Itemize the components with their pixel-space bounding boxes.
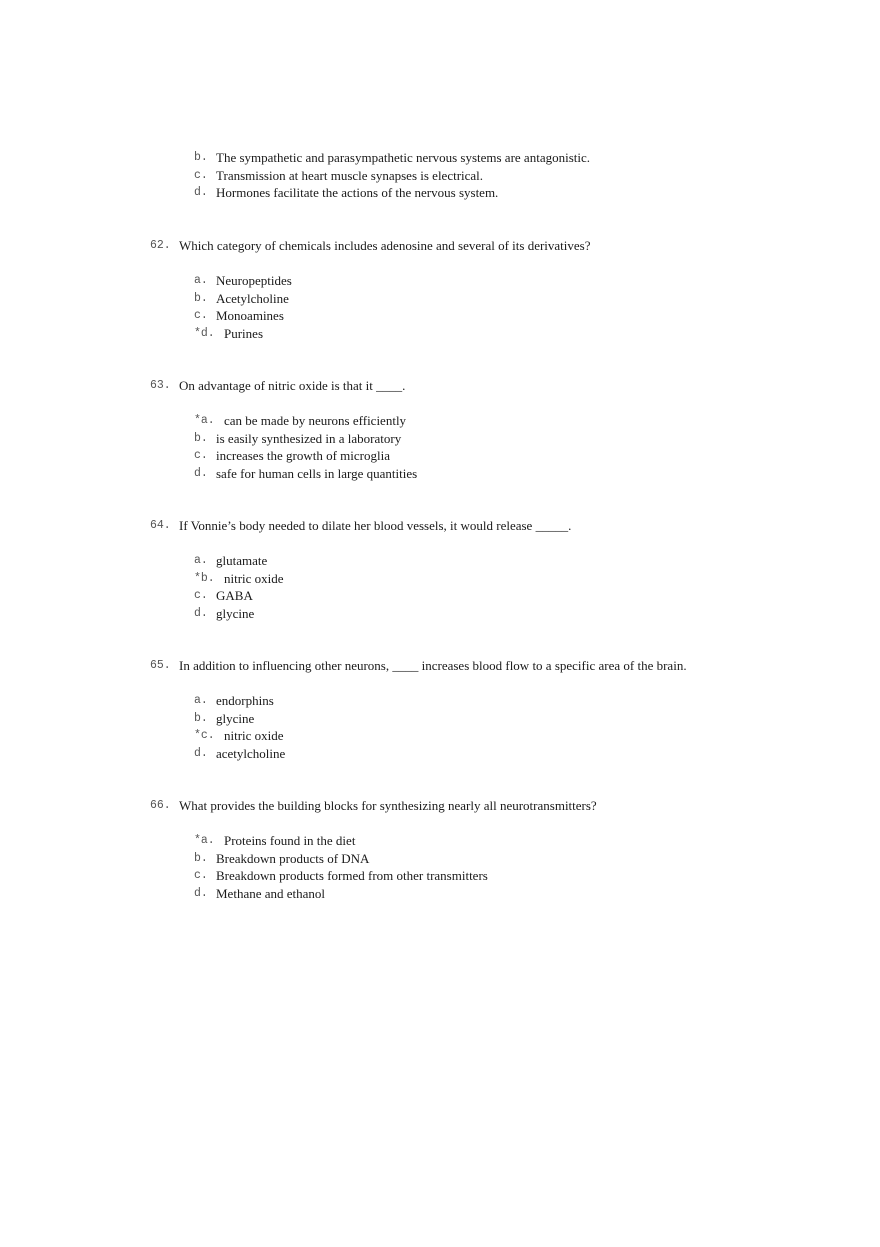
option-label: c. [194, 309, 208, 322]
option-label: b. [194, 851, 208, 865]
option-text: Transmission at heart muscle synapses is electrical. [216, 167, 484, 183]
option-text: Monoamines [216, 308, 284, 323]
option-text: acetylcholine [216, 745, 286, 761]
option-text: Purines [224, 325, 263, 341]
option-text: is easily synthesized in a laboratory [216, 430, 402, 446]
option-text: Hormones facilitate the actions of the nervous system. [216, 185, 499, 200]
option-label: d. [194, 186, 208, 199]
option-text: glutamate [216, 553, 268, 568]
option-label: c. [194, 449, 208, 462]
option-label: d. [194, 466, 208, 480]
option-text: GABA [216, 588, 253, 603]
question-text: In addition to influencing other neurons, ____ increases blood flow to a specific area of the brain. [179, 658, 687, 673]
option-label: b. [194, 711, 208, 725]
option-label: a. [194, 694, 208, 707]
option-label: c. [194, 869, 208, 882]
option-label: b. [194, 151, 208, 164]
option-text: Acetylcholine [216, 290, 289, 306]
option-text: The sympathetic and parasympathetic nervous systems are antagonistic. [216, 150, 590, 165]
option-text: Proteins found in the diet [224, 833, 356, 848]
option-text: can be made by neurons efficiently [224, 413, 407, 428]
option-label: b. [194, 291, 208, 305]
correct-option-label: *b. [194, 571, 215, 585]
question-number: 66. [150, 799, 171, 812]
option-text: Breakdown products of DNA [216, 850, 370, 866]
option-text: safe for human cells in large quantities [216, 465, 418, 481]
option-label: d. [194, 886, 208, 900]
question-number: 62. [150, 239, 171, 252]
option-text: glycine [216, 710, 255, 726]
option-text: nitric oxide [224, 570, 284, 586]
option-label: b. [194, 431, 208, 445]
question-text: If Vonnie’s body needed to dilate her blood vessels, it would release _____. [179, 518, 572, 533]
question-number: 64. [150, 519, 171, 532]
option-text: endorphins [216, 693, 274, 708]
option-text: increases the growth of microglia [216, 448, 390, 463]
option-text: Breakdown products formed from other transmitters [216, 868, 488, 883]
correct-option-label: *d. [194, 326, 215, 340]
option-label: c. [194, 168, 208, 182]
option-text: Methane and ethanol [216, 885, 326, 901]
correct-option-label: *c. [194, 729, 215, 742]
question-number: 63. [150, 379, 171, 392]
option-label: d. [194, 606, 208, 620]
correct-option-label: *a. [194, 834, 215, 847]
question-text: Which category of chemicals includes adenosine and several of its derivatives? [179, 238, 591, 253]
option-label: a. [194, 274, 208, 287]
option-text: nitric oxide [224, 728, 284, 743]
option-label: d. [194, 746, 208, 760]
option-text: glycine [216, 605, 255, 621]
correct-option-label: *a. [194, 414, 215, 427]
option-label: c. [194, 589, 208, 602]
question-text: What provides the building blocks for synthesizing nearly all neurotransmitters? [179, 798, 597, 813]
option-text: Neuropeptides [216, 273, 292, 288]
question-text: On advantage of nitric oxide is that it ____. [179, 378, 406, 393]
option-label: a. [194, 554, 208, 567]
question-number: 65. [150, 659, 171, 672]
